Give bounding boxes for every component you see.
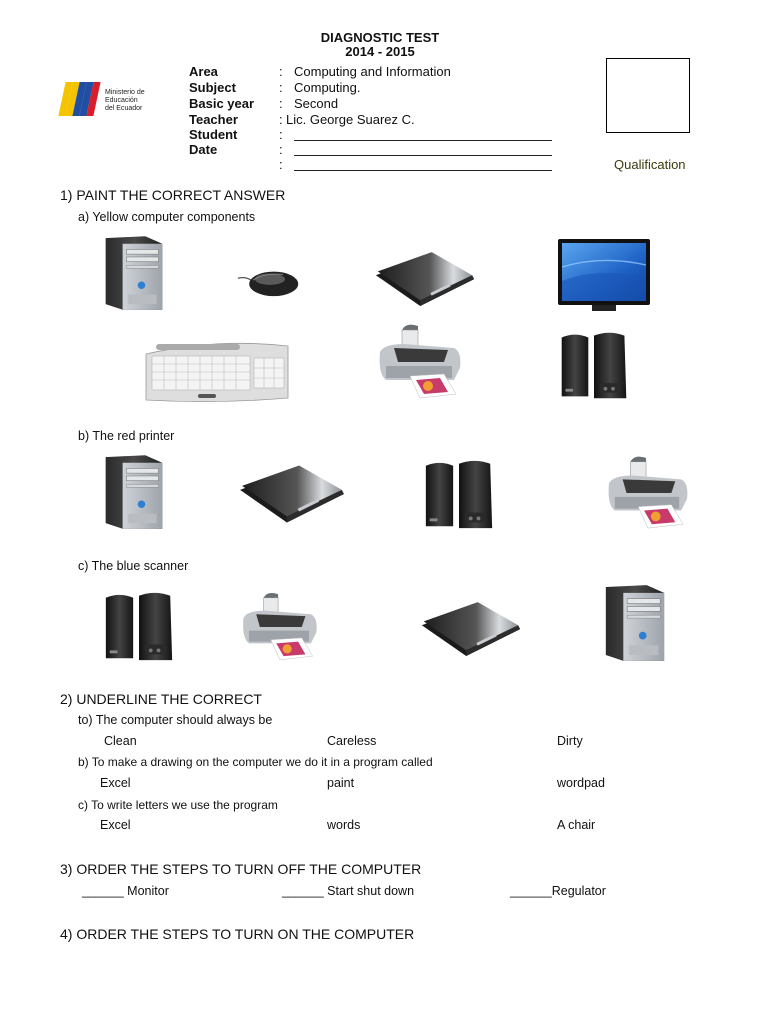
field-value-basic-year: Second [294, 96, 339, 111]
field-sep: : [279, 64, 283, 79]
test-title: DIAGNOSTIC TEST [320, 30, 440, 45]
field-label-area: Area [189, 64, 218, 79]
monitor-image[interactable] [556, 237, 652, 313]
field-label-basic-year: Basic year [189, 96, 255, 111]
field-sep: : [279, 96, 283, 111]
field-value-area: Computing and Information [294, 64, 451, 79]
field-sep: : [279, 80, 283, 95]
q3-step-1[interactable]: ______ Monitor [82, 884, 169, 898]
test-years: 2014 - 2015 [345, 44, 415, 59]
field-sep: : [279, 142, 283, 157]
field-value-teacher: Lic. George Suarez C. [286, 112, 415, 127]
q1a-text: a) Yellow computer components [78, 210, 256, 224]
printer-image[interactable] [374, 322, 464, 402]
q1c-text: c) The blue scanner [78, 559, 189, 573]
q3-step-2[interactable]: ______ Start shut down [282, 884, 415, 898]
field-label-teacher: Teacher [189, 112, 238, 127]
tower-image[interactable] [100, 452, 166, 532]
keyboard-image[interactable] [142, 336, 292, 404]
q2c-option-2[interactable]: words [327, 818, 361, 832]
speakers-image[interactable] [100, 590, 178, 664]
speakers-image[interactable] [556, 330, 632, 402]
qualification-label: Qualification [614, 157, 686, 172]
field-sep: : [279, 112, 283, 127]
field-sep: : [279, 157, 283, 172]
field-value-subject: Computing. [294, 80, 361, 95]
q2a-option-3[interactable]: Dirty [557, 734, 583, 748]
extra-line[interactable] [294, 170, 552, 171]
q2-title: 2) UNDERLINE THE CORRECT [60, 691, 262, 707]
scanner-image[interactable] [236, 462, 348, 530]
q2c-option-1[interactable]: Excel [100, 818, 131, 832]
q1b-text: b) The red printer [78, 429, 175, 443]
q2a-option-2[interactable]: Careless [327, 734, 377, 748]
scanner-image[interactable] [418, 598, 524, 664]
q3-title: 3) ORDER THE STEPS TO TURN OFF THE COMPUTER [60, 861, 422, 877]
q2a-text: to) The computer should always be [78, 713, 273, 727]
q2c-option-3[interactable]: A chair [557, 818, 596, 832]
q2b-option-1[interactable]: Excel [100, 776, 131, 790]
tower-image[interactable] [600, 583, 668, 663]
field-label-student: Student [189, 127, 238, 142]
scanner-image[interactable] [372, 249, 478, 313]
speakers-image[interactable] [420, 458, 498, 532]
logo-text: Ministerio de Educación del Ecuador [105, 89, 145, 112]
mouse-image[interactable] [236, 265, 302, 299]
q2b-text: b) To make a drawing on the computer we do it in a program called [78, 755, 433, 769]
printer-image[interactable] [602, 454, 692, 532]
printer-image[interactable] [238, 590, 320, 664]
field-sep: : [279, 127, 283, 142]
qualification-box[interactable] [606, 58, 690, 133]
q3-step-3[interactable]: ______Regulator [510, 884, 606, 898]
field-label-date: Date [189, 142, 218, 157]
field-label-subject: Subject [189, 80, 236, 95]
ministry-logo [58, 82, 158, 118]
q1-title: 1) PAINT THE CORRECT ANSWER [60, 187, 286, 203]
date-line[interactable] [294, 155, 552, 156]
tower-image[interactable] [100, 233, 166, 313]
q4-title: 4) ORDER THE STEPS TO TURN ON THE COMPUTER [60, 926, 415, 942]
q2b-option-2[interactable]: paint [327, 776, 355, 790]
q2b-option-3[interactable]: wordpad [557, 776, 605, 790]
student-line[interactable] [294, 140, 552, 141]
q2c-text: c) To write letters we use the program [78, 798, 278, 812]
q2a-option-1[interactable]: Clean [104, 734, 137, 748]
